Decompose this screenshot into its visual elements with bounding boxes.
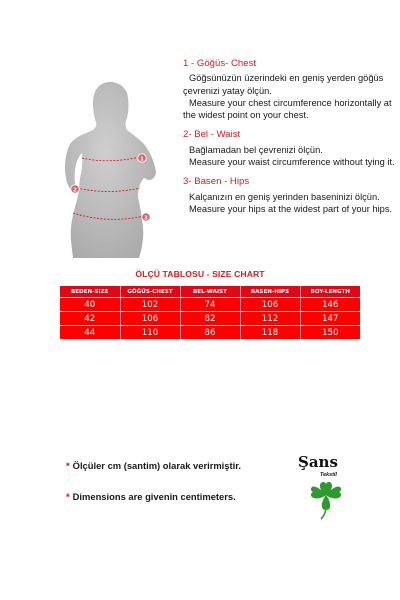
- header-hips: BASEN-HIPS: [240, 286, 300, 298]
- waist-instruction-tr: Bağlamadan bel çevrenizi ölçün.: [189, 144, 323, 155]
- cell-chest: 106: [120, 312, 180, 326]
- table-row: [60, 326, 360, 340]
- chest-marker-label: 1: [140, 156, 144, 163]
- cell-hips: 118: [240, 326, 300, 340]
- note-en: [66, 491, 241, 502]
- cell-chest: 110: [120, 326, 180, 340]
- hips-instruction-en: Measure your hips at the widest part of your hips.: [189, 203, 393, 214]
- brand-wordmark: [296, 452, 356, 480]
- cell-waist: 86: [180, 326, 240, 340]
- cell-waist: 82: [180, 312, 240, 326]
- body-figure-illustration: [58, 78, 176, 258]
- note-tr: [66, 460, 241, 471]
- cell-hips: 106: [240, 298, 300, 312]
- figure-silhouette: [65, 82, 156, 258]
- header-chest: GÖĞÜS-CHEST: [120, 286, 180, 298]
- header-length: BOY-LENGTH: [300, 286, 360, 298]
- cell-length: 146: [300, 298, 360, 312]
- brand-sub: Tekstil: [320, 472, 337, 478]
- sans-tekstil-logo: [296, 452, 356, 522]
- brand-name: Şans: [298, 453, 338, 471]
- cell-size: 44: [60, 326, 120, 340]
- hips-instruction-tr: Kalçanızın en geniş yerinden baseninizi ölçün.: [189, 191, 380, 202]
- cell-size: 40: [60, 298, 120, 312]
- note-tr-text: Ölçüler cm (santim) olarak verirmiştir.: [72, 460, 241, 471]
- waist-section-title: 2- Bel - Waist: [183, 129, 241, 141]
- header-waist: BEL-WAIST: [180, 286, 240, 298]
- cell-waist: 74: [180, 298, 240, 312]
- header-size: BEDEN-SIZE: [60, 286, 120, 298]
- cell-size: 42: [60, 312, 120, 326]
- note-bullet: *: [66, 460, 70, 471]
- cell-length: 150: [300, 326, 360, 340]
- hips-section-title: 3- Basen - Hips: [183, 176, 250, 188]
- waist-marker-label: 2: [73, 187, 77, 194]
- chest-section: [183, 58, 395, 121]
- chest-instruction-en: Measure your chest circumference horizontally at the widest point on your chest.: [183, 97, 392, 121]
- hips-section: [183, 176, 395, 215]
- cell-length: 147: [300, 312, 360, 326]
- size-chart-header-row: [60, 286, 360, 298]
- chest-marker: [138, 154, 146, 163]
- note-bullet: *: [66, 491, 70, 502]
- chest-section-title: 1 - Göğüs- Chest: [183, 58, 257, 69]
- cell-hips: 112: [240, 312, 300, 326]
- clover-icon: [306, 478, 346, 520]
- size-chart-title: ÖLÇÜ TABLOSU - SIZE CHART: [135, 269, 265, 279]
- note-en-text: Dimensions are givenin centimeters.: [72, 491, 236, 502]
- hips-marker: [142, 213, 150, 222]
- waist-section: [183, 129, 395, 168]
- chest-instruction-tr: Göğsünüzün üzerindeki en geniş yerden göğüs çevrenizi yatay ölçün.: [183, 73, 384, 96]
- cell-chest: 102: [120, 298, 180, 312]
- measurement-instructions: [183, 58, 395, 223]
- notes: [66, 460, 241, 522]
- waist-instruction-en: Measure your waist circumference without tying it.: [189, 157, 395, 168]
- size-chart-table: [60, 286, 360, 339]
- waist-marker: [71, 185, 79, 194]
- table-row: [60, 312, 360, 326]
- hips-marker-label: 3: [144, 215, 148, 222]
- table-row: [60, 298, 360, 312]
